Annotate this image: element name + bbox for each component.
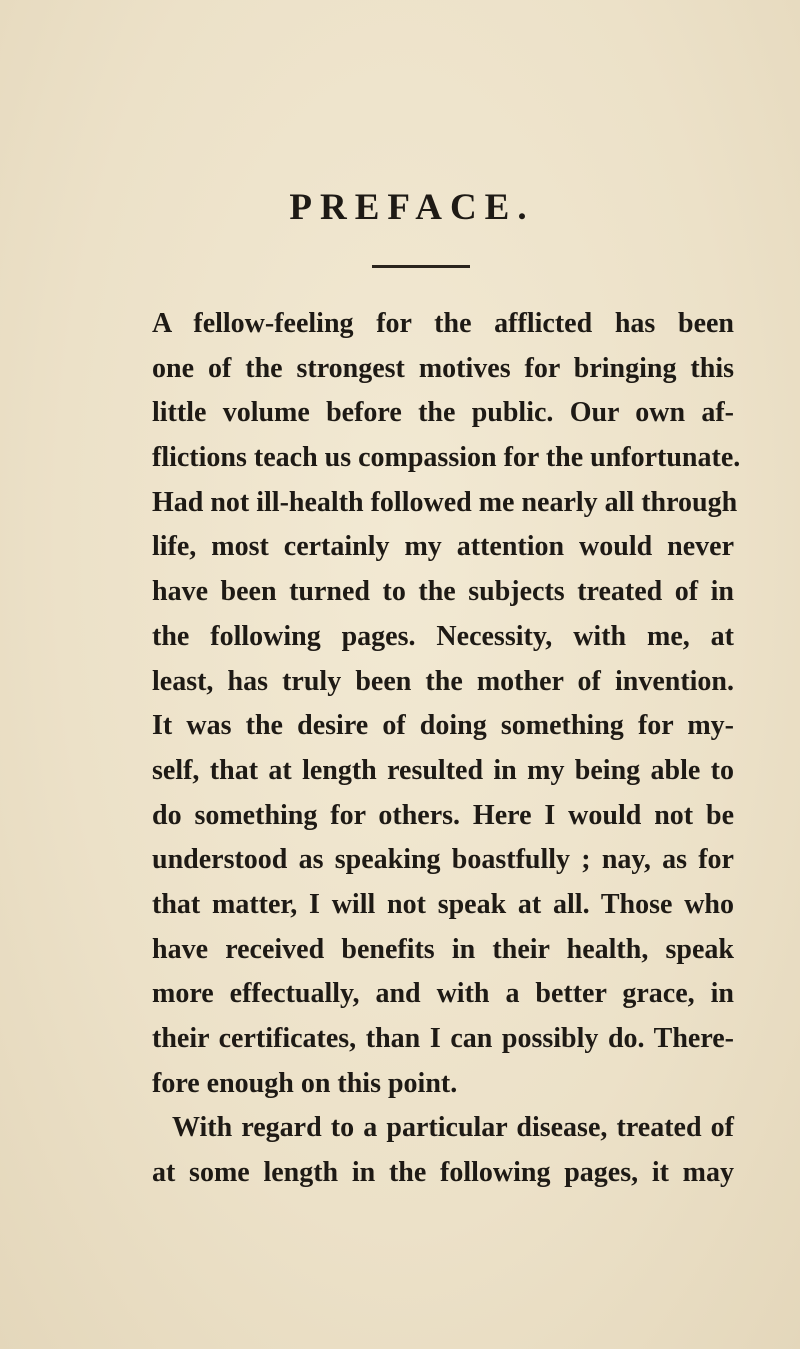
- text-line: do something for others. Here I would not be: [152, 799, 734, 831]
- text-line: at some length in the following pages, it may: [152, 1157, 734, 1189]
- title-rule: [372, 265, 470, 268]
- text-line: the following pages. Necessity, with me, at: [152, 620, 734, 652]
- text-line: little volume before the public. Our own af-: [152, 397, 734, 429]
- text-line: have received benefits in their health, speak: [152, 933, 734, 965]
- text-line: Had not ill-health followed me nearly all through: [152, 486, 738, 518]
- text-line: more effectually, and with a better grace, in: [152, 978, 734, 1010]
- text-line: self, that at length resulted in my being able to: [152, 754, 734, 786]
- text-line: A fellow-feeling for the afflicted has been: [152, 308, 734, 339]
- text-line: flictions teach us compassion for the unfortunate.: [152, 442, 741, 474]
- text-line: fore enough on this point.: [152, 1067, 458, 1099]
- text-line: that matter, I will not speak at all. Those who: [152, 888, 734, 920]
- text-line: have been turned to the subjects treated of in: [152, 576, 734, 608]
- text-line: their certificates, than I can possibly do. There-: [152, 1023, 734, 1054]
- text-line: It was the desire of doing something for my-: [152, 710, 734, 742]
- text-line: least, has truly been the mother of invention.: [152, 665, 734, 697]
- text-line: With regard to a particular disease, treated of: [172, 1112, 734, 1144]
- text-line: life, most certainly my attention would never: [152, 531, 734, 563]
- text-line: understood as speaking boastfully ; nay, as for: [152, 844, 734, 876]
- body-text: [152, 302, 741, 1196]
- text-line: one of the strongest motives for bringing this: [152, 352, 734, 384]
- page-title: PREFACE.: [289, 187, 535, 228]
